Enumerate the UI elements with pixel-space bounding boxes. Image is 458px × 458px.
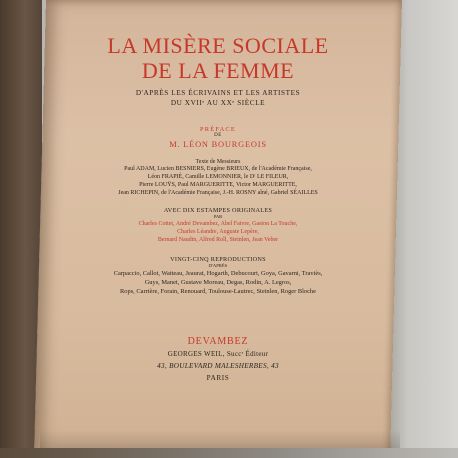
author-line: Pierre LOUŸS, Paul MARGUERITTE, Victor MARGUERITTE, — [139, 182, 297, 188]
repro-label: VINGT-CINQ REPRODUCTIONS — [170, 256, 266, 263]
repro-artists-line: Carpaccio, Callot, Watteau, Jeaurat, Hogarth, Debucourt, Goya, Gavarni, Traviès, — [113, 270, 323, 277]
publisher-name: DEVAMBEZ — [187, 336, 249, 347]
print-artists-line: Charles Cottet, André Devambez, Abel Faivre, Gaston La Touche, — [138, 221, 298, 227]
publisher-city: PARIS — [206, 374, 230, 382]
prints-by: PAR — [213, 214, 223, 219]
repro-artists-line: Rops, Carrière, Forain, Renouard, Toulouse-Lautrec, Steinlen, Roger Bloche — [120, 288, 316, 295]
repro-by: D'APRÈS — [208, 263, 228, 268]
book-bottom-edge — [0, 448, 458, 458]
texts-label: Texte de Messieurs — [195, 159, 241, 165]
publisher-owner: GEORGES WEIL, Succʳ Éditeur — [167, 350, 269, 358]
prints-label: AVEC DIX ESTAMPES ORIGINALES — [163, 207, 273, 214]
preface-by: DE — [214, 133, 222, 138]
book-title-line2: DE LA FEMME — [141, 58, 295, 83]
author-line: Paul ADAM, Lucien BESNIERS, Eugène BRIEUX, de l'Académie Française, — [124, 166, 312, 172]
author-line: Léon FRAPIÉ, Camille LEMONNIER, le Dʳ LE FILEUR, — [147, 174, 289, 180]
publisher-address: 43, BOULEVARD MALESHERBES, 43 — [157, 362, 279, 370]
book-title-line1: LA MISÈRE SOCIALE — [107, 33, 329, 58]
author-line: Jean RICHEPIN, de l'Académie Française, J.-H. ROSNY aîné, Gabriel SÉAILLES — [118, 190, 318, 196]
repro-artists-line: Guys, Manet, Gustave Moreau, Degas, Rodin, A. Legros, — [144, 279, 292, 286]
preface-label: PRÉFACE — [200, 126, 236, 133]
print-artists-line: Bernard Naudin, Alfred Roll, Steinlen, Jean Veber — [157, 237, 279, 243]
subtitle-line1: D'APRÈS LES ÉCRIVAINS ET LES ARTISTES — [135, 89, 301, 97]
print-artists-line: Charles Léandre, Auguste Lepère, — [177, 229, 259, 235]
preface-author: M. LÉON BOURGEOIS — [169, 140, 267, 149]
subtitle-line2: DU XVIIᵉ AU XXᵉ SIÈCLE — [170, 99, 266, 107]
